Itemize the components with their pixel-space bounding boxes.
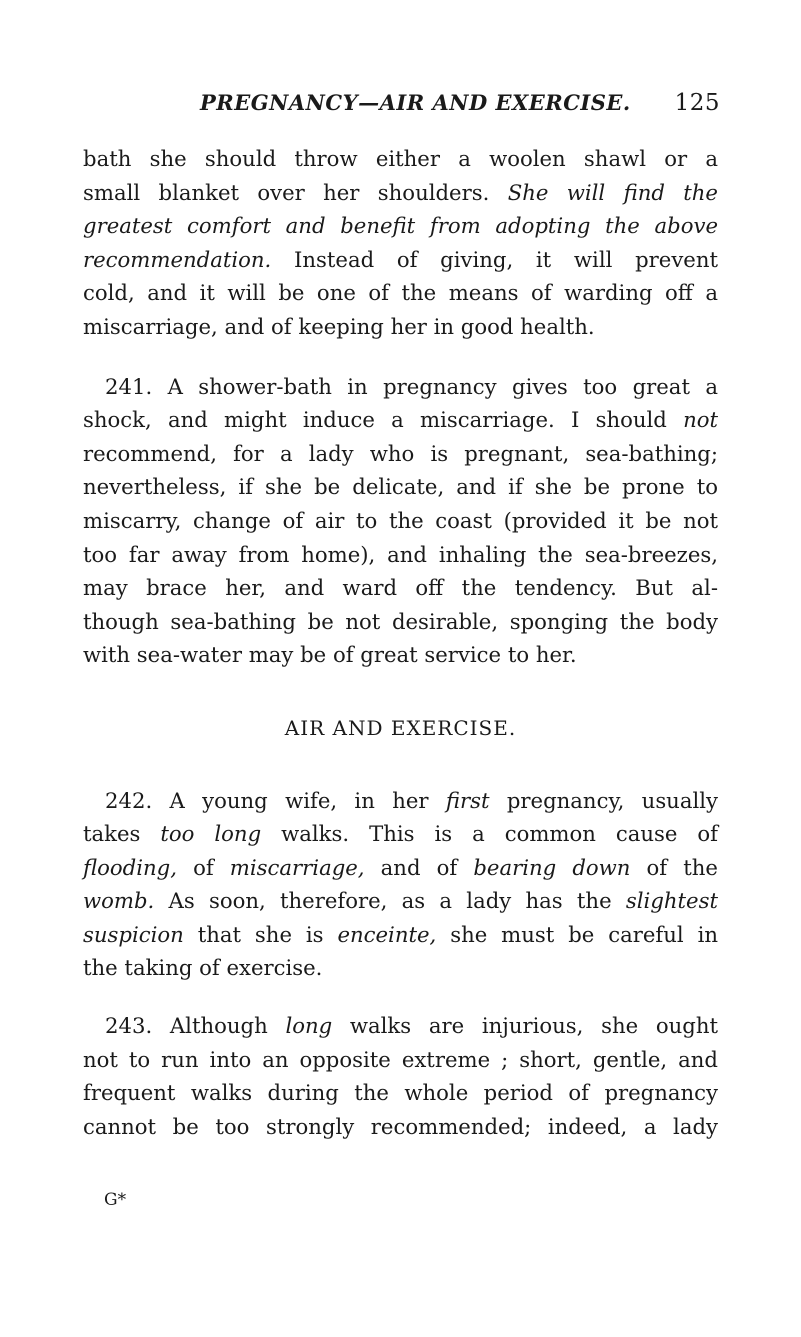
text-line: the taking of exercise. bbox=[83, 955, 323, 981]
emphasis: first bbox=[445, 787, 490, 813]
text-line: too far away from home), and inhaling the sea-breezes, bbox=[83, 541, 718, 567]
text-line: suspicion that she is enceinte, she must be careful in bbox=[83, 921, 718, 947]
page-header bbox=[200, 90, 720, 116]
emphasis: long bbox=[285, 1013, 333, 1039]
text-line: cannot be too strongly recommended; indeed, a lady bbox=[83, 1113, 718, 1139]
paragraph-241 bbox=[83, 370, 718, 672]
emphasis: She will find the bbox=[507, 179, 718, 205]
emphasis: bearing down bbox=[473, 854, 631, 880]
text-line: though sea-bathing be not desirable, sponging the body bbox=[83, 608, 718, 634]
body-text bbox=[83, 142, 718, 1143]
emphasis: greatest comfort and benefit from adopting the above bbox=[83, 213, 718, 239]
text-line: 242. A young wife, in her first pregnancy, usually bbox=[105, 787, 718, 813]
printer-signature: G* bbox=[104, 1190, 127, 1210]
text-line: shock, and might induce a miscarriage. I should not bbox=[83, 407, 718, 433]
emphasis: miscarriage, bbox=[229, 854, 365, 880]
emphasis: not bbox=[683, 407, 718, 433]
paragraph-242 bbox=[83, 784, 718, 986]
section-heading: AIR AND EXERCISE. bbox=[284, 715, 517, 740]
paragraph-243 bbox=[83, 1009, 718, 1143]
emphasis: suspicion bbox=[83, 921, 184, 947]
text-line: 243. Although long walks are injurious, she ought bbox=[105, 1013, 718, 1039]
text-line: miscarriage, and of keeping her in good health. bbox=[83, 313, 595, 339]
text-line bbox=[83, 209, 718, 243]
text-line: small blanket over her shoulders. She will find the bbox=[83, 179, 718, 205]
text-line: nevertheless, if she be delicate, and if she be prone to bbox=[83, 474, 718, 500]
text-line: may brace her, and ward off the tendency. But al- bbox=[83, 575, 718, 601]
text-line: frequent walks during the whole period of pregnancy bbox=[83, 1080, 718, 1106]
text-line: womb. As soon, therefore, as a lady has the slightest bbox=[83, 888, 718, 914]
text-line: with sea-water may be of great service to her. bbox=[83, 642, 577, 668]
emphasis: womb. bbox=[83, 888, 155, 914]
text-line: not to run into an opposite extreme ; short, gentle, and bbox=[83, 1046, 718, 1072]
text-line: 241. A shower-bath in pregnancy gives too great a bbox=[105, 373, 718, 399]
text-line: takes too long walks. This is a common cause of bbox=[83, 821, 718, 847]
paragraph-continuation bbox=[83, 142, 718, 344]
emphasis: flooding, bbox=[83, 854, 177, 880]
emphasis: recommendation. bbox=[83, 246, 272, 272]
text-line: recommend, for a lady who is pregnant, sea-bathing; bbox=[83, 440, 718, 466]
text-line: flooding, of miscarriage, and of bearing down of the bbox=[83, 854, 718, 880]
text-line: miscarry, change of air to the coast (provided it be not bbox=[83, 507, 718, 533]
page-number: 125 bbox=[674, 90, 720, 116]
text-line: recommendation. Instead of giving, it will prevent bbox=[83, 246, 718, 272]
running-title: PREGNANCY—AIR AND EXERCISE. bbox=[200, 90, 631, 115]
text-line: bath she should throw either a woolen shawl or a bbox=[83, 146, 718, 171]
emphasis: slightest bbox=[625, 888, 718, 914]
text-line: cold, and it will be one of the means of warding off a bbox=[83, 280, 718, 306]
emphasis: enceinte, bbox=[337, 921, 437, 947]
emphasis: too long bbox=[160, 821, 262, 847]
